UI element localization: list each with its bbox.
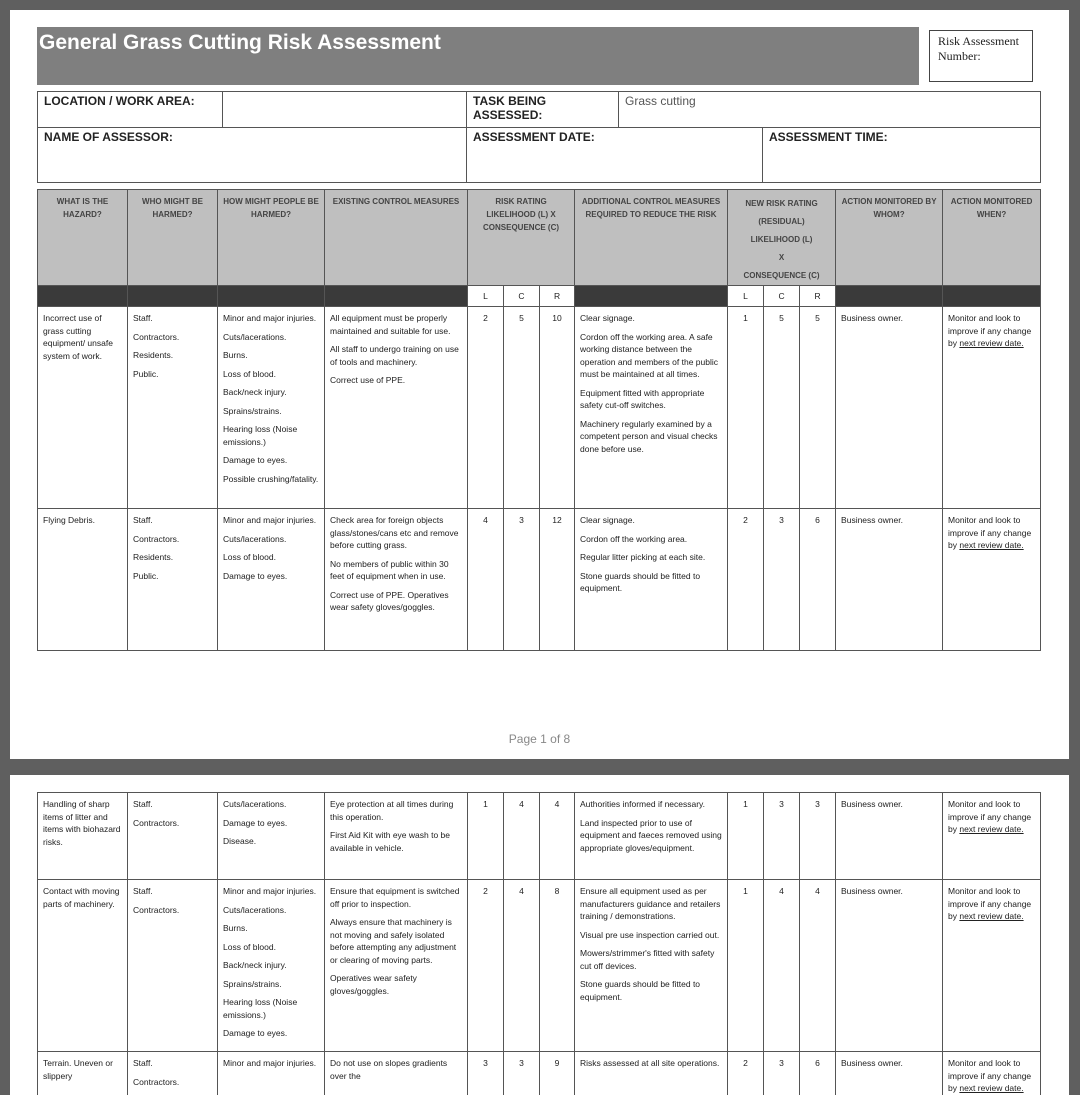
- control-item: Correct use of PPE.: [330, 374, 462, 387]
- additional-control-item: Clear signage.: [580, 514, 722, 527]
- harm-item: Possible crushing/fatality.: [223, 473, 319, 486]
- who-item: Contractors.: [133, 331, 212, 344]
- title-bar: [37, 27, 919, 85]
- info-table-row-1: [37, 91, 1041, 128]
- hazard-cell: Incorrect use of grass cutting equipment/ unsafe system of work.: [38, 307, 128, 509]
- table-row: [38, 509, 1041, 651]
- who-cell: [128, 793, 218, 880]
- header-who: WHO MIGHT BE HARMED?: [128, 190, 218, 286]
- monitored-when-cell: [943, 1052, 1041, 1095]
- existing-controls-cell: [325, 509, 468, 651]
- additional-control-item: Stone guards should be fitted to equipment.: [580, 978, 722, 1003]
- harm-item: Minor and major injuries.: [223, 312, 319, 325]
- table-row: [38, 793, 1041, 880]
- harm-item: Loss of blood.: [223, 368, 319, 381]
- harm-item: Sprains/strains.: [223, 978, 319, 991]
- additional-control-item: Stone guards should be fitted to equipment.: [580, 570, 722, 595]
- control-item: Ensure that equipment is switched off prior to inspection.: [330, 885, 462, 910]
- how-cell: [218, 1052, 325, 1095]
- header-when: ACTION MONITORED WHEN?: [943, 190, 1041, 286]
- monitor-text: Monitor and look to improve if any change by: [948, 886, 1031, 921]
- new-likelihood-cell: 2: [728, 509, 764, 651]
- control-item: First Aid Kit with eye wash to be available in vehicle.: [330, 829, 462, 854]
- monitored-by-cell: Business owner.: [836, 880, 943, 1052]
- who-item: Residents.: [133, 349, 212, 362]
- lcr-l: L: [468, 286, 504, 307]
- harm-item: Sprains/strains.: [223, 405, 319, 418]
- new-consequence-cell: 5: [764, 307, 800, 509]
- who-item: Residents.: [133, 551, 212, 564]
- harm-item: Hearing loss (Noise emissions.): [223, 996, 319, 1021]
- table-row: [38, 1052, 1041, 1095]
- harm-item: Cuts/lacerations.: [223, 904, 319, 917]
- new-likelihood-cell: 2: [728, 1052, 764, 1095]
- harm-item: Loss of blood.: [223, 551, 319, 564]
- monitor-text: Monitor and look to improve if any change by: [948, 515, 1031, 550]
- monitored-by-cell: Business owner.: [836, 307, 943, 509]
- monitored-when-cell: [943, 793, 1041, 880]
- control-item: Always ensure that machinery is not moving and safely isolated before attempting any adjustment or clearing of moving parts.: [330, 916, 462, 966]
- control-item: Correct use of PPE. Operatives wear safety gloves/goggles.: [330, 589, 462, 614]
- task-label: TASK BEING ASSESSED:: [467, 92, 619, 128]
- lcr-c: C: [504, 286, 540, 307]
- consequence-cell: 4: [504, 880, 540, 1052]
- control-item: Operatives wear safety gloves/goggles.: [330, 972, 462, 997]
- header-new-risk-line-5: CONSEQUENCE (C): [733, 267, 830, 285]
- existing-controls-cell: [325, 307, 468, 509]
- who-item: Staff.: [133, 798, 212, 811]
- hazard-cell: Terrain. Uneven or slippery: [38, 1052, 128, 1095]
- task-field[interactable]: Grass cutting: [619, 92, 1041, 128]
- likelihood-cell: 1: [468, 793, 504, 880]
- new-risk-cell: 6: [800, 1052, 836, 1095]
- harm-item: Damage to eyes.: [223, 1027, 319, 1040]
- control-item: Do not use on slopes gradients over the: [330, 1057, 462, 1082]
- harm-item: Minor and major injuries.: [223, 1057, 319, 1070]
- additional-controls-cell: [575, 1052, 728, 1095]
- risk-table-page-1: [37, 189, 1041, 651]
- who-item: Staff.: [133, 885, 212, 898]
- harm-item: Damage to eyes.: [223, 570, 319, 583]
- who-item: Staff.: [133, 312, 212, 325]
- consequence-cell: 3: [504, 1052, 540, 1095]
- risk-assessment-number-box: Risk Assessment Number:: [929, 30, 1033, 82]
- monitored-by-cell: Business owner.: [836, 1052, 943, 1095]
- harm-item: Damage to eyes.: [223, 817, 319, 830]
- new-likelihood-cell: 1: [728, 793, 764, 880]
- monitored-by-cell: Business owner.: [836, 509, 943, 651]
- new-risk-cell: 6: [800, 509, 836, 651]
- review-date-link[interactable]: next review date.: [959, 911, 1023, 921]
- monitor-text: Monitor and look to improve if any change by: [948, 313, 1031, 348]
- monitor-text: Monitor and look to improve if any change by: [948, 1058, 1031, 1093]
- review-date-link[interactable]: next review date.: [959, 338, 1023, 348]
- header-new-risk-line-3: LIKELIHOOD (L): [733, 231, 830, 249]
- additional-control-item: Cordon off the working area.: [580, 533, 722, 546]
- harm-item: Back/neck injury.: [223, 386, 319, 399]
- existing-controls-cell: [325, 793, 468, 880]
- control-item: No members of public within 30 feet of equipment when in use.: [330, 558, 462, 583]
- risk-cell: 10: [540, 307, 575, 509]
- consequence-cell: 4: [504, 793, 540, 880]
- additional-control-item: Mowers/strimmer's fitted with safety cut off devices.: [580, 947, 722, 972]
- monitored-when-cell: [943, 509, 1041, 651]
- harm-item: Loss of blood.: [223, 941, 319, 954]
- hazard-cell: Contact with moving parts of machinery.: [38, 880, 128, 1052]
- harm-item: Cuts/lacerations.: [223, 331, 319, 344]
- who-cell: [128, 880, 218, 1052]
- who-item: Staff.: [133, 1057, 212, 1070]
- monitored-by-cell: Business owner.: [836, 793, 943, 880]
- harm-item: Back/neck injury.: [223, 959, 319, 972]
- risk-cell: 12: [540, 509, 575, 651]
- who-cell: [128, 307, 218, 509]
- hazard-cell: Flying Debris.: [38, 509, 128, 651]
- additional-control-item: Equipment fitted with appropriate safety cut-off switches.: [580, 387, 722, 412]
- harm-item: Cuts/lacerations.: [223, 533, 319, 546]
- harm-item: Hearing loss (Noise emissions.): [223, 423, 319, 448]
- document-page-1: [10, 10, 1069, 759]
- harm-item: Disease.: [223, 835, 319, 848]
- header-by-whom: ACTION MONITORED BY WHOM?: [836, 190, 943, 286]
- new-lcr-l: L: [728, 286, 764, 307]
- document-page-2: [10, 775, 1069, 1095]
- location-label: LOCATION / WORK AREA:: [38, 92, 223, 128]
- review-date-link[interactable]: next review date.: [959, 1083, 1023, 1093]
- likelihood-cell: 4: [468, 509, 504, 651]
- header-new-risk-line-4: X: [733, 249, 830, 267]
- likelihood-cell: 2: [468, 880, 504, 1052]
- likelihood-cell: 3: [468, 1052, 504, 1095]
- hazard-cell: Handling of sharp items of litter and items with biohazard risks.: [38, 793, 128, 880]
- additional-control-item: Machinery regularly examined by a competent person and visual checks done before use.: [580, 418, 722, 456]
- additional-controls-cell: [575, 509, 728, 651]
- header-hazard: WHAT IS THE HAZARD?: [38, 190, 128, 286]
- header-additional: ADDITIONAL CONTROL MEASURES REQUIRED TO REDUCE THE RISK: [575, 190, 728, 286]
- assessment-date-label: ASSESSMENT DATE:: [467, 128, 763, 183]
- consequence-cell: 5: [504, 307, 540, 509]
- who-item: Public.: [133, 570, 212, 583]
- new-risk-cell: 5: [800, 307, 836, 509]
- table-row: [38, 880, 1041, 1052]
- harm-item: Minor and major injuries.: [223, 885, 319, 898]
- new-lcr-c: C: [764, 286, 800, 307]
- document-title: General Grass Cutting Risk Assessment: [37, 27, 919, 55]
- header-new-risk-line-2: (RESIDUAL): [733, 213, 830, 231]
- additional-control-item: Authorities informed if necessary.: [580, 798, 722, 811]
- new-likelihood-cell: 1: [728, 307, 764, 509]
- who-cell: [128, 509, 218, 651]
- new-consequence-cell: 3: [764, 1052, 800, 1095]
- control-item: All staff to undergo training on use of tools and machinery.: [330, 343, 462, 368]
- additional-control-item: Regular litter picking at each site.: [580, 551, 722, 564]
- how-cell: [218, 793, 325, 880]
- page-number: Page 1 of 8: [10, 732, 1069, 746]
- additional-control-item: Clear signage.: [580, 312, 722, 325]
- control-item: All equipment must be properly maintained and suitable for use.: [330, 312, 462, 337]
- risk-cell: 8: [540, 880, 575, 1052]
- how-cell: [218, 880, 325, 1052]
- new-risk-cell: 3: [800, 793, 836, 880]
- additional-control-item: Risks assessed at all site operations.: [580, 1057, 722, 1070]
- how-cell: [218, 307, 325, 509]
- lcr-r: R: [540, 286, 575, 307]
- consequence-cell: 3: [504, 509, 540, 651]
- harm-item: Damage to eyes.: [223, 454, 319, 467]
- existing-controls-cell: [325, 1052, 468, 1095]
- header-how: HOW MIGHT PEOPLE BE HARMED?: [218, 190, 325, 286]
- table-row: [38, 307, 1041, 509]
- monitor-text: Monitor and look to improve if any change by: [948, 799, 1031, 834]
- risk-table-page-2: [37, 792, 1041, 1095]
- likelihood-cell: 2: [468, 307, 504, 509]
- assessor-label: NAME OF ASSESSOR:: [38, 128, 467, 183]
- assessment-time-label: ASSESSMENT TIME:: [763, 128, 1041, 183]
- who-item: Contractors.: [133, 533, 212, 546]
- additional-controls-cell: [575, 880, 728, 1052]
- monitored-when-cell: [943, 880, 1041, 1052]
- who-item: Contractors.: [133, 1076, 212, 1089]
- how-cell: [218, 509, 325, 651]
- new-consequence-cell: 3: [764, 509, 800, 651]
- new-likelihood-cell: 1: [728, 880, 764, 1052]
- review-date-link[interactable]: next review date.: [959, 540, 1023, 550]
- location-field[interactable]: [223, 92, 467, 128]
- additional-controls-cell: [575, 307, 728, 509]
- new-consequence-cell: 4: [764, 880, 800, 1052]
- control-item: Check area for foreign objects glass/stones/cans etc and remove before cutting grass.: [330, 514, 462, 552]
- monitored-when-cell: [943, 307, 1041, 509]
- harm-item: Burns.: [223, 349, 319, 362]
- harm-item: Cuts/lacerations.: [223, 798, 319, 811]
- who-cell: [128, 1052, 218, 1095]
- who-item: Contractors.: [133, 904, 212, 917]
- control-item: Eye protection at all times during this operation.: [330, 798, 462, 823]
- additional-control-item: Land inspected prior to use of equipment and faeces removed using appropriate gloves/equipment.: [580, 817, 722, 855]
- harm-item: Minor and major injuries.: [223, 514, 319, 527]
- header-existing: EXISTING CONTROL MEASURES: [325, 190, 468, 286]
- risk-cell: 9: [540, 1052, 575, 1095]
- existing-controls-cell: [325, 880, 468, 1052]
- new-lcr-r: R: [800, 286, 836, 307]
- additional-control-item: Visual pre use inspection carried out.: [580, 929, 722, 942]
- header-risk-rating: RISK RATING LIKELIHOOD (L) X CONSEQUENCE (C): [468, 190, 575, 286]
- additional-controls-cell: [575, 793, 728, 880]
- header-new-risk-line-1: NEW RISK RATING: [733, 195, 830, 213]
- info-table-row-2: [37, 127, 1041, 183]
- lcr-header-row: [38, 286, 1041, 307]
- who-item: Public.: [133, 368, 212, 381]
- who-item: Staff.: [133, 514, 212, 527]
- header-new-risk-rating: [728, 190, 836, 286]
- risk-cell: 4: [540, 793, 575, 880]
- harm-item: Burns.: [223, 922, 319, 935]
- additional-control-item: Ensure all equipment used as per manufacturers guidance and retailers training / demonstrations.: [580, 885, 722, 923]
- new-risk-cell: 4: [800, 880, 836, 1052]
- review-date-link[interactable]: next review date.: [959, 824, 1023, 834]
- additional-control-item: Cordon off the working area. A safe working distance between the operation and members of the public must be maintained at all times.: [580, 331, 722, 381]
- new-consequence-cell: 3: [764, 793, 800, 880]
- who-item: Contractors.: [133, 817, 212, 830]
